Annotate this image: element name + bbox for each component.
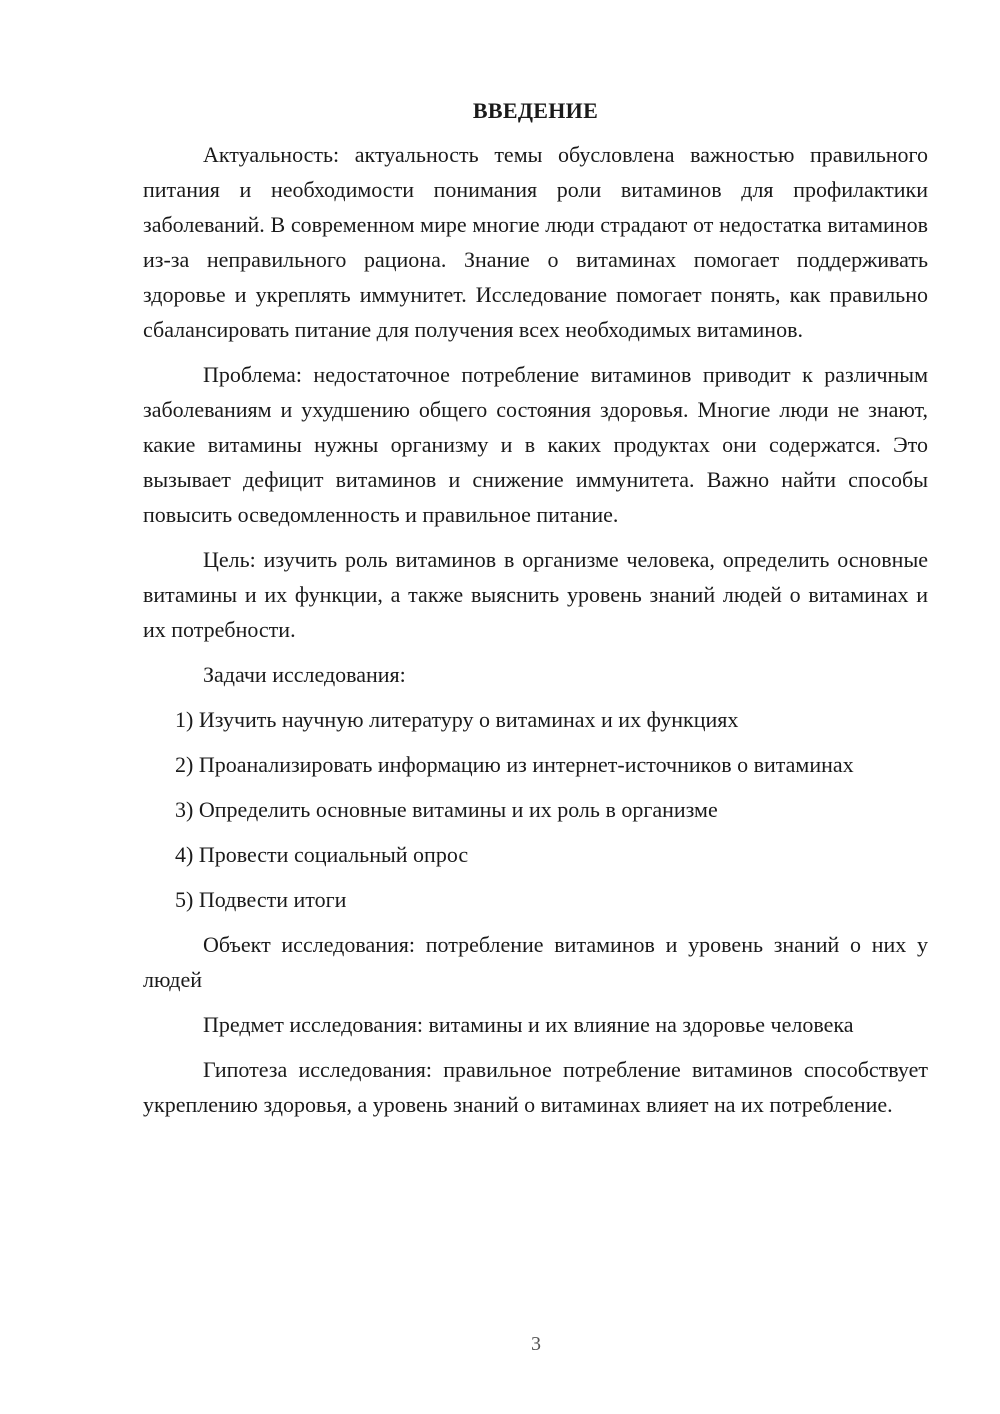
page-number: 3 [531, 1333, 541, 1355]
task-item: 1) Изучить научную литературу о витаминах и их функциях [175, 707, 739, 732]
document-page [143, 95, 928, 1132]
task-item: 3) Определить основные витамины и их роль в организме [175, 797, 718, 822]
paragraph-object: Объект исследования: потребление витаминов и уровень знаний о них у людей [143, 932, 928, 992]
paragraph-problem: Проблема: недостаточное потребление витаминов приводит к различным заболеваниям и ухудшению общего состояния здоровья. Многие люди не знают, какие витамины нужны организму и в каких продуктах они содержатся. Это вызывает дефицит витаминов и снижение иммунитета. Важно найти способы повысить осведомленность и правильное питание. [143, 362, 928, 527]
task-item: 5) Подвести итоги [175, 887, 347, 912]
section-title: ВВЕДЕНИЕ [472, 98, 599, 123]
task-item: 4) Провести социальный опрос [175, 842, 469, 867]
paragraph-relevance: Актуальность: актуальность темы обусловлена важностью правильного питания и необходимости понимания роли витаминов для профилактики заболеваний. В современном мире многие люди страдают от недостатка витаминов из-за неправильного рациона. Знание о витаминах помогает поддерживать здоровье и укреплять иммунитет. Исследование помогает понять, как правильно сбалансировать питание для получения всех необходимых витаминов. [143, 142, 928, 342]
paragraph-hypothesis: Гипотеза исследования: правильное потребление витаминов способствует укреплению здоровья, а уровень знаний о витаминах влияет на их потребление. [143, 1057, 928, 1117]
task-item: 2) Проанализировать информацию из интернет-источников о витаминах [175, 752, 854, 777]
paragraph-subject: Предмет исследования: витамины и их влияние на здоровье человека [203, 1012, 854, 1037]
paragraph-goal: Цель: изучить роль витаминов в организме человека, определить основные витамины и их функции, а также выяснить уровень знаний людей о витаминах и их потребности. [143, 547, 928, 642]
paragraph-tasks-heading: Задачи исследования: [203, 662, 406, 687]
